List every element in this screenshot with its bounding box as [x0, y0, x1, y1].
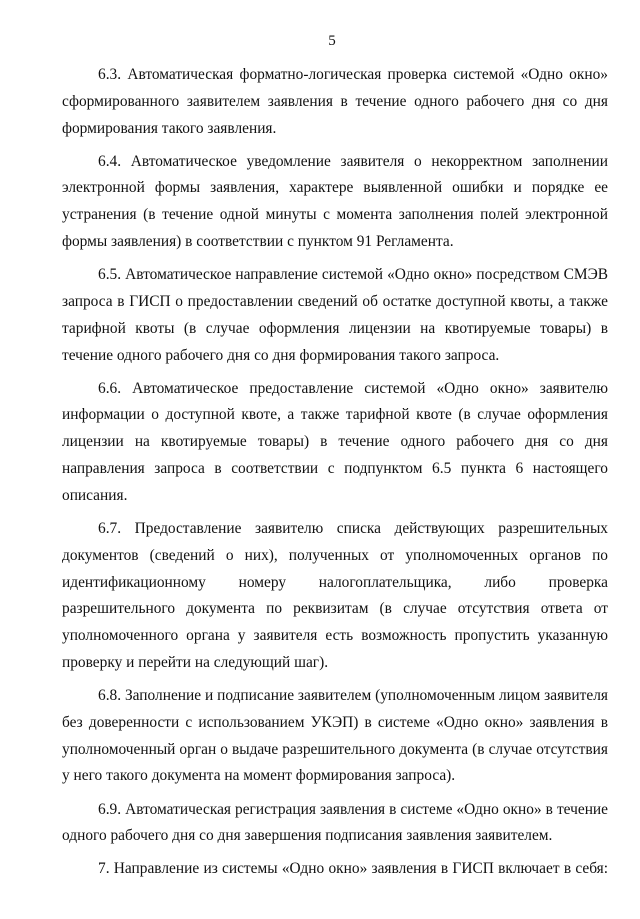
paragraph-6-3: 6.3. Автоматическая форматно-логическая проверка системой «Одно окно» сформированного заявителем заявления в течение одного рабочего дня со дня формирования такого заявления. [62, 66, 608, 137]
paragraph-6-8: 6.8. Заполнение и подписание заявителем (уполномоченным лицом заявителя без доверенности с использованием УКЭП) в системе «Одно окно» заявления в уполномоченный орган о выдаче разрешительного документа (в случае отсутствия у него такого документа на момент формирования запроса). [62, 687, 608, 785]
paragraph-6-5: 6.5. Автоматическое направление системой «Одно окно» посредством СМЭВ запроса в ГИСП о предоставлении сведений об остатке доступной квоты, а также тарифной квоты (в случае оформления лицензии на квотируемые товары) в течение одного рабочего дня со дня формирования такого запроса. [62, 266, 608, 364]
paragraph-6-9: 6.9. Автоматическая регистрация заявления в системе «Одно окно» в течение одного рабочего дня со дня завершения подписания заявления заявителем. [62, 800, 608, 845]
page-number: 5 [328, 33, 336, 49]
paragraph-6-6: 6.6. Автоматическое предоставление системой «Одно окно» заявителю информации о доступной квоте, а также тарифной квоте (в случае оформления лицензии на квотируемые товары) в течение одного рабочего дня со дня направления запроса в соответствии с подпунктом 6.5 пункта 6 настоящего описания. [62, 379, 608, 504]
document-body [62, 62, 608, 889]
paragraph-7: 7. Направление из системы «Одно окно» заявления в ГИСП включает в себя: [98, 860, 608, 878]
paragraph-6-4: 6.4. Автоматическое уведомление заявителя о некорректном заполнении электронной формы заявления, характере выявленной ошибки и порядке ее устранения (в течение одной минуты с момента заполнения полей электронной формы заявления) в соответствии с пунктом 91 Регламента. [62, 152, 608, 251]
paragraph-6-7: 6.7. Предоставление заявителю списка действующих разрешительных документов (сведений о них), полученных от уполномоченных органов по идентификационному номеру налогоплательщика, либо проверка разрешительного документа по реквизитам (в случае отсутствия ответа от уполномоченного органа у заявителя есть возможность пропустить указанную проверку и перейти на следующий шаг). [62, 519, 608, 671]
